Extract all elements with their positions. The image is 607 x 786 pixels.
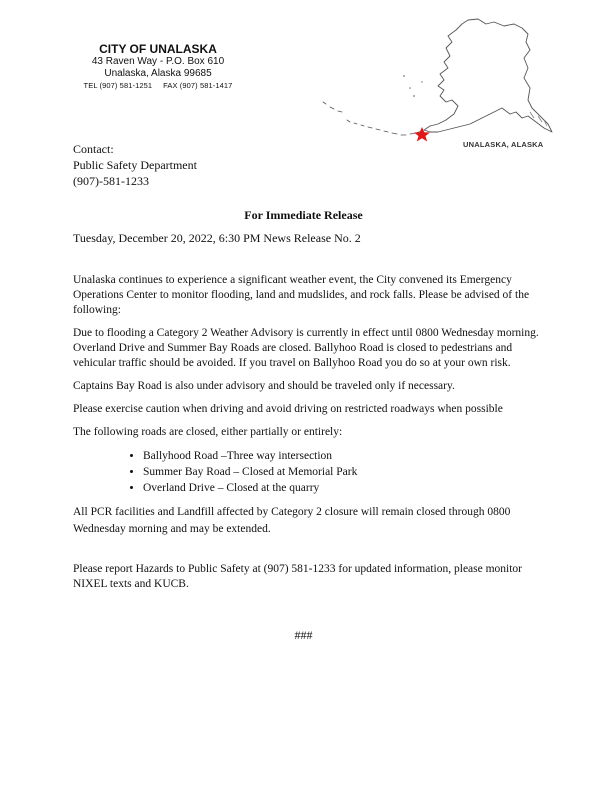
map-location-label: UNALASKA, ALASKA (463, 140, 544, 149)
advisory-paragraph: Due to flooding a Category 2 Weather Advisory is currently in effect until 0800 Wednesday morning. Overland Drive and Summer Bay Roads are closed. Ballyhoo Road is closed to pedestrians and vehicular traffic should be avoided. If you travel on Ballyhoo Road you do so at your own risk. (73, 327, 539, 369)
org-address-line-1: 43 Raven Way - P.O. Box 610 (91, 56, 225, 67)
release-heading: For Immediate Release (244, 208, 363, 222)
org-phone-fax: TEL (907) 581-1251 FAX (907) 581-1417 (83, 81, 233, 90)
letterhead (58, 42, 258, 91)
end-of-release-mark: ### (294, 628, 313, 642)
contact-phone: (907)-581-1233 (73, 174, 149, 188)
closures-intro-paragraph: The following roads are closed, either partially or entirely: (73, 426, 343, 438)
caution-paragraph: Please exercise caution when driving and avoid driving on restricted roadways when possible (73, 403, 503, 415)
list-item: • Ballyhood Road –Three way intersection (143, 448, 541, 464)
alaska-map-icon (318, 16, 554, 154)
pcr-closure-paragraph: All PCR facilities and Landfill affected by Category 2 closure will remain closed through 0800 Wednesday morning and may be extended. (73, 506, 511, 535)
captains-bay-paragraph: Captains Bay Road is also under advisory and should be traveled only if necessary. (73, 380, 455, 392)
org-address-line-2: Unalaska, Alaska 99685 (104, 68, 212, 79)
list-item: • Summer Bay Road – Closed at Memorial Park (143, 464, 541, 480)
road-closures-list (73, 448, 541, 496)
release-body (73, 273, 541, 600)
list-item: • Overland Drive – Closed at the quarry (143, 480, 541, 496)
org-name: CITY OF UNALASKA (99, 42, 217, 56)
location-marker-star-icon (414, 127, 430, 142)
aleutian-islands (323, 102, 422, 135)
report-hazards-paragraph: Please report Hazards to Public Safety at (907) 581-1233 for updated information, please monitor NIXEL texts and KUCB. (73, 563, 523, 590)
contact-department: Public Safety Department (73, 158, 197, 172)
bering-islands (403, 75, 423, 97)
release-dateline: Tuesday, December 20, 2022, 6:30 PM News Release No. 2 (73, 231, 361, 245)
alaska-mainland-outline (424, 19, 552, 132)
contact-block (73, 141, 197, 189)
contact-label: Contact: (73, 142, 114, 156)
intro-paragraph: Unalaska continues to experience a significant weather event, the City convened its Emergency Operations Center to monitor flooding, land and mudslides, and rock falls. Please be advised of the following: (73, 274, 530, 316)
